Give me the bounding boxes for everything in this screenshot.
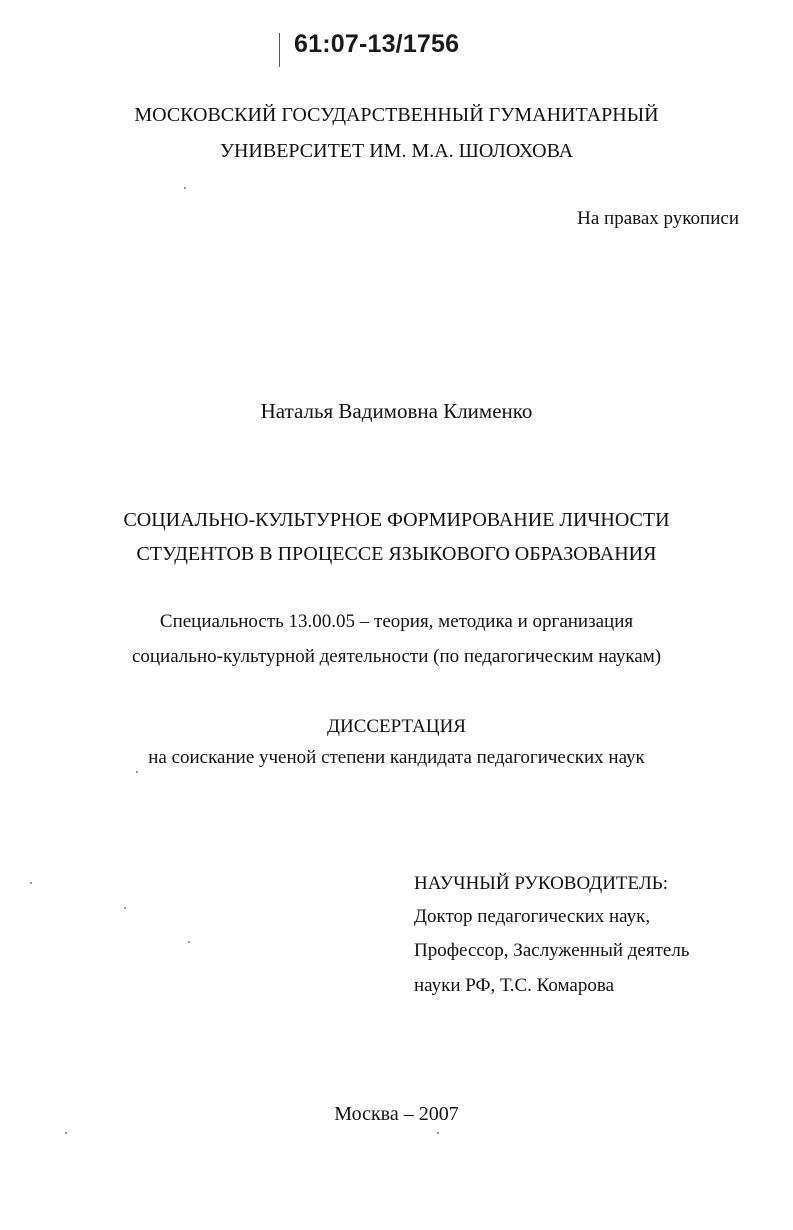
stamp-divider xyxy=(279,33,280,67)
supervisor-title: Профессор, Заслуженный деятель xyxy=(414,940,690,961)
scan-speck xyxy=(184,187,186,189)
university-name-line-1: МОСКОВСКИЙ ГОСУДАРСТВЕННЫЙ ГУМАНИТАРНЫЙ xyxy=(134,104,659,126)
manuscript-rights-note: На правах рукописи xyxy=(577,208,739,229)
scan-speck xyxy=(30,882,32,884)
scan-speck xyxy=(437,1132,439,1134)
dissertation-title-line-1: СОЦИАЛЬНО-КУЛЬТУРНОЕ ФОРМИРОВАНИЕ ЛИЧНОСТИ xyxy=(123,509,670,531)
supervisor-name: науки РФ, Т.С. Комарова xyxy=(414,975,615,996)
specialty-line-1: Специальность 13.00.05 – теория, методика и организация xyxy=(159,611,634,632)
place-and-year: Москва – 2007 xyxy=(334,1103,459,1125)
specialty-line-2: социально-культурной деятельности (по педагогическим наукам) xyxy=(131,646,662,667)
supervisor-degree: Доктор педагогических наук, xyxy=(414,906,651,927)
university-name-line-2: УНИВЕРСИТЕТ ИМ. М.А. ШОЛОХОВА xyxy=(219,140,574,162)
scan-speck xyxy=(188,941,190,943)
supervisor-heading: НАУЧНЫЙ РУКОВОДИТЕЛЬ: xyxy=(414,873,668,894)
work-type-label: ДИССЕРТАЦИЯ xyxy=(327,716,466,737)
scan-speck xyxy=(65,1132,67,1134)
author-name: Наталья Вадимовна Клименко xyxy=(260,399,533,423)
dissertation-title-line-2: СТУДЕНТОВ В ПРОЦЕССЕ ЯЗЫКОВОГО ОБРАЗОВАНИЯ xyxy=(136,543,657,565)
library-stamp-number: 61:07-13/1756 xyxy=(294,30,460,58)
scan-speck xyxy=(136,771,138,773)
degree-purpose: на соискание ученой степени кандидата педагогических наук xyxy=(148,747,645,768)
scan-speck xyxy=(124,907,126,909)
